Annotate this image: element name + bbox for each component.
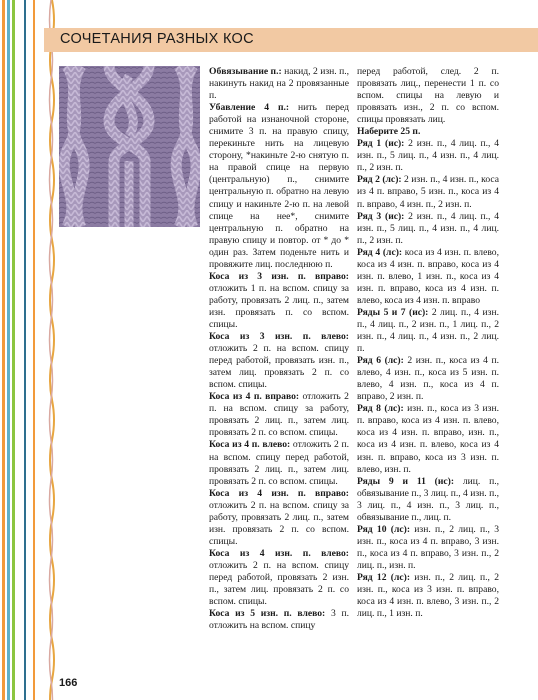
instruction-paragraph bbox=[357, 572, 499, 620]
instruction-paragraph bbox=[357, 66, 499, 126]
instruction-paragraph bbox=[209, 608, 349, 632]
decor-stripe-teal bbox=[24, 0, 26, 700]
instruction-text: 3 п. отложить на вспом. спицу bbox=[209, 608, 349, 632]
instruction-paragraph bbox=[357, 355, 499, 403]
instruction-text: 2 лиц. п., 4 изн. п., 4 лиц. п., 2 изн. п., 1 лиц. п., 2 изн. п., 4 лиц. п., 4 изн. п., 2 лиц. п. bbox=[357, 306, 500, 355]
instruction-term: Коса из 3 изн. п. вправо: bbox=[209, 270, 349, 282]
instruction-text: отложить 2 п. на вспом. спицу перед работой, провязать 2 лиц. п., затем лиц. провязать 2 п. со вспом. спицы. bbox=[209, 439, 349, 487]
instruction-text: 2 изн. п., коса из 4 п. влево, 4 изн. п., коса из 5 изн. п. влево, 4 изн. п., коса из 4 п. вправо, 2 изн. п. bbox=[357, 355, 499, 403]
instruction-text: изн. п., коса из 3 изн. п. вправо, коса из 4 изн. п. влево, коса из 4 изн. п. вправо, изн. п., коса из 4 изн. п. влево, коса из 4 изн. п. вправо, коса из 3 изн. п. влево, изн. п. bbox=[357, 403, 499, 475]
instruction-term: Ряд 12 (лс): bbox=[357, 571, 411, 583]
instruction-text: изн. п., 2 лиц. п., 3 изн. п., коса из 4 п. вправо, 3 изн. п., коса из 4 п. вправо, 3 изн. п., 2 лиц. п., изн. п. bbox=[357, 523, 499, 571]
decor-stripe-green bbox=[12, 0, 15, 700]
instruction-text: лиц. п., обвязывание п., 3 лиц. п., 4 изн. п., 3 лиц. п., 4 изн. п., 3 лиц. п., обвязывание п., лиц. п. bbox=[357, 475, 500, 523]
instruction-term: Обвязывание п.: bbox=[209, 66, 282, 77]
instructions-column-1 bbox=[209, 66, 349, 632]
instruction-term: Коса из 5 изн. п. влево: bbox=[209, 608, 326, 620]
instruction-term: Коса из 4 изн. п. вправо: bbox=[209, 487, 349, 499]
instruction-text: отложить 1 п. на вспом. спицу за работу, провязать 2 лиц. п., затем изн. провязать п. со вспом. спицы. bbox=[209, 282, 349, 330]
page-number: 166 bbox=[59, 677, 78, 689]
instruction-term: Коса из 3 изн. п. влево: bbox=[209, 331, 349, 343]
instruction-paragraph bbox=[209, 271, 349, 331]
instruction-paragraph bbox=[357, 524, 499, 572]
instruction-term: Коса из 4 изн. п. влево: bbox=[209, 547, 349, 559]
instruction-term: Ряд 4 (лс): bbox=[357, 246, 403, 258]
instruction-term: Ряд 8 (лс): bbox=[357, 403, 404, 415]
yarn-decoration bbox=[47, 0, 57, 700]
instructions-column-2 bbox=[357, 66, 499, 620]
instruction-paragraph bbox=[357, 307, 499, 355]
instruction-paragraph bbox=[209, 548, 349, 608]
instruction-paragraph bbox=[357, 138, 499, 174]
instruction-text: 2 изн. п., 4 лиц. п., 4 изн. п., 5 лиц. п., 4 изн. п., 4 лиц. п., 2 изн. п. bbox=[357, 138, 500, 174]
instruction-term: Ряд 3 (ис): bbox=[357, 210, 405, 222]
instruction-term: Коса из 4 п. влево: bbox=[209, 439, 291, 451]
instruction-term: Ряд 2 (лс): bbox=[357, 174, 402, 186]
instruction-paragraph bbox=[357, 403, 499, 475]
instruction-term: Убавление 4 п.: bbox=[209, 102, 290, 114]
instruction-text: отложить 2 п. на вспом. спицу перед работой, провязать изн. п., затем лиц. провязать 2 п. со вспом. спицы. bbox=[209, 343, 349, 391]
decor-stripe-orange bbox=[2, 0, 5, 700]
instruction-text: изн. п., 2 лиц. п., 2 изн. п., коса из 3 изн. п. вправо, коса из 4 изн. п. влево, 3 изн. п., 2 лиц. п., 1 изн. п. bbox=[357, 571, 499, 620]
instruction-paragraph bbox=[357, 211, 499, 247]
instruction-paragraph bbox=[209, 488, 349, 548]
knit-sample-photo bbox=[59, 66, 200, 227]
instruction-text: перед работой, след. 2 п. провязать лиц., перенести 1 п. со вспом. спицы на левую и провязать изн., 2 п. со вспом. спицы провязать лиц. bbox=[357, 66, 499, 126]
instruction-term: Ряд 10 (лс): bbox=[357, 523, 411, 535]
instruction-paragraph bbox=[209, 331, 349, 391]
instruction-text: 2 изн. п., 4 лиц. п., 4 изн. п., 5 лиц. п., 4 изн. п., 4 лиц. п., 2 изн. п. bbox=[357, 210, 500, 246]
instruction-paragraph bbox=[209, 439, 349, 487]
instruction-text: коса из 4 изн. п. влево, коса из 4 изн. п. вправо, коса из 4 изн. п. влево, 1 изн. п., коса из 4 изн. п. вправо, коса из 4 изн. п. влево, коса из 4 изн. п. вправо bbox=[357, 246, 499, 306]
instruction-paragraph bbox=[209, 66, 349, 102]
knit-sample-illustration bbox=[59, 66, 200, 227]
decor-stripe-blue bbox=[7, 0, 10, 700]
instruction-paragraph bbox=[357, 174, 499, 210]
instruction-paragraph bbox=[357, 126, 499, 138]
instruction-term: Наберите 25 п. bbox=[357, 126, 421, 138]
instruction-paragraph bbox=[357, 247, 499, 307]
instruction-term: Ряд 6 (лс): bbox=[357, 355, 404, 367]
instruction-text: накид, 2 изн. п., накинуть накид на 2 провязанные п. bbox=[209, 66, 349, 102]
instruction-text: нить перед работой на изнаночной стороне, снимите 3 п. на правую спицу, перекиньте нить на лицевую сторону, *накиньте 2-ю снятую п. на правой спице на первую (центральную) п., снимите центральную п. обратно на левую спицу и накиньте 2-ю п. на левой спице на нее*, снимите центральную п. обратно на правую спицу и повтор. от * до * один раз. Затем поденьте нить и провяжите лиц. последнюю п. bbox=[209, 102, 349, 270]
instruction-term: Ряды 9 и 11 (ис): bbox=[357, 475, 455, 487]
instruction-term: Коса из 4 п. вправо: bbox=[209, 391, 300, 403]
instruction-text: отложить 2 п. на вспом. спицу за работу, провязать 2 лиц. п., затем изн. провязать 2 п. со вспом. спицы. bbox=[209, 499, 349, 547]
decor-stripe-orange-2 bbox=[33, 0, 35, 700]
instruction-term: Ряд 1 (ис): bbox=[357, 138, 405, 150]
instruction-term: Ряды 5 и 7 (ис): bbox=[357, 306, 429, 318]
instruction-paragraph bbox=[209, 102, 349, 271]
instruction-text: отложить 2 п. на вспом. спицу перед работой, провязать 2 изн. п., затем лиц. провязать 2 п. со вспом. спицы. bbox=[209, 559, 349, 608]
instruction-text: 2 изн. п., 4 изн. п., коса из 4 п. вправо, 5 изн. п., коса из 4 п. вправо, 4 изн. п., 2 изн. п. bbox=[357, 174, 499, 210]
instruction-text: отложить 2 п. на вспом. спицу за работу, провязать 2 лиц. п., затем лиц. провязать 2 п. со вспом. спицы. bbox=[209, 391, 349, 439]
page-title: СОЧЕТАНИЯ РАЗНЫХ КОС bbox=[60, 31, 254, 47]
instruction-paragraph bbox=[209, 391, 349, 439]
instruction-paragraph bbox=[357, 476, 499, 524]
